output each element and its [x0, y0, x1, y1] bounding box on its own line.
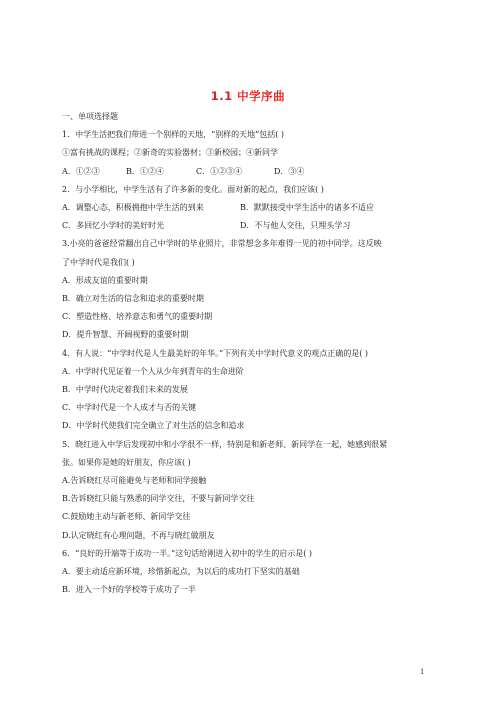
- q4-option-b: B．中学时代决定着我们未来的发展: [62, 385, 188, 395]
- q1-option-b: B．①②④: [126, 166, 164, 176]
- q5-option-b: B.告诉晓红只能与熟悉的同学交往，不要与新同学交往: [62, 494, 255, 504]
- q3-option-a: A．形成友谊的重要时期: [62, 275, 148, 285]
- q6-option-a: A．要主动适应新环境，珍惜新起点，为以后的成功打下坚实的基础: [62, 567, 300, 577]
- q1-stem: 1．中学生活把我们带进一个别样的天地，“别样的天地”包括( ): [62, 130, 285, 140]
- q2-option-b: B．默默接受中学生活中的诸多不适应: [240, 203, 374, 213]
- q4-option-a: A．中学时代见证着一个人从少年到青年的生命进阶: [62, 366, 244, 376]
- q1-option-c: C．①②③④: [196, 166, 243, 176]
- page-title: 1.1 中学序曲: [210, 89, 286, 103]
- question-list: [62, 108, 442, 599]
- q2-options-row1: [62, 199, 442, 217]
- q2-options-row2: [62, 217, 442, 235]
- q1-option-d: D．③④: [274, 166, 305, 176]
- q1-option-a: A．①②③: [62, 166, 100, 176]
- q3-stem-line2: 了中学时代是我们( ): [62, 257, 135, 267]
- q6-stem: 6．“良好的开端等于成功一半。”这句话给刚进入初中的学生的启示是( ): [62, 548, 313, 558]
- q4-option-d: D．中学时代使我们完全确立了对生活的信念和追求: [62, 421, 245, 431]
- q3-option-c: C．塑造性格、培养意志和勇气的重要时期: [62, 312, 213, 322]
- q2-option-c: C．多回忆小学时的美好时光: [62, 221, 165, 231]
- q5-stem-line1: 5．晓红进入中学后发现初中和小学很不一样，特别是和新老师、新同学在一起，她感到很紧: [62, 439, 388, 449]
- q5-stem-line2: 张。如果你是她的好朋友，你应该( ): [62, 457, 191, 467]
- page-number: 1: [420, 668, 425, 676]
- q3-stem-line1: 3.小亮的爸爸经常翻出自己中学时的毕业照片，非常想念多年难得一见的初中同学。这反映: [62, 239, 382, 249]
- section-heading: 一、单项选择题: [62, 112, 118, 121]
- q3-option-b: B．确立对生活的信念和追求的重要时期: [62, 294, 204, 304]
- q5-option-a: A.告诉晓红尽可能避免与老师和同学接触: [62, 476, 207, 486]
- q5-option-d: D.认定晓红有心理问题，不再与晓红做朋友: [62, 530, 215, 540]
- q4-stem: 4．有人说：“中学时代是人生最美好的年华。”下列有关中学时代意义的观点正确的是( ): [62, 348, 369, 358]
- q2-option-a: A．调整心态，积极拥抱中学生活的到来: [62, 203, 204, 213]
- q1-items: ①富有挑战的课程；②新奇的实验器材；③新校园；④新同学: [62, 148, 278, 158]
- q6-option-b: B．进入一个好的学校等于成功了一半: [62, 585, 196, 595]
- q5-option-c: C.鼓励她主动与新老师、新同学交往: [62, 512, 191, 522]
- q2-option-d: D．不与他人交往，只埋头学习: [240, 221, 351, 231]
- q1-options: [62, 163, 442, 181]
- q3-option-d: D．提升智慧、开阔视野的重要时期: [62, 330, 189, 340]
- q2-stem: 2．与小学相比，中学生活有了许多新的变化。面对新的起点，我们应该( ): [62, 184, 324, 194]
- q4-option-c: C．中学时代是一个人成才与否的关键: [62, 403, 197, 413]
